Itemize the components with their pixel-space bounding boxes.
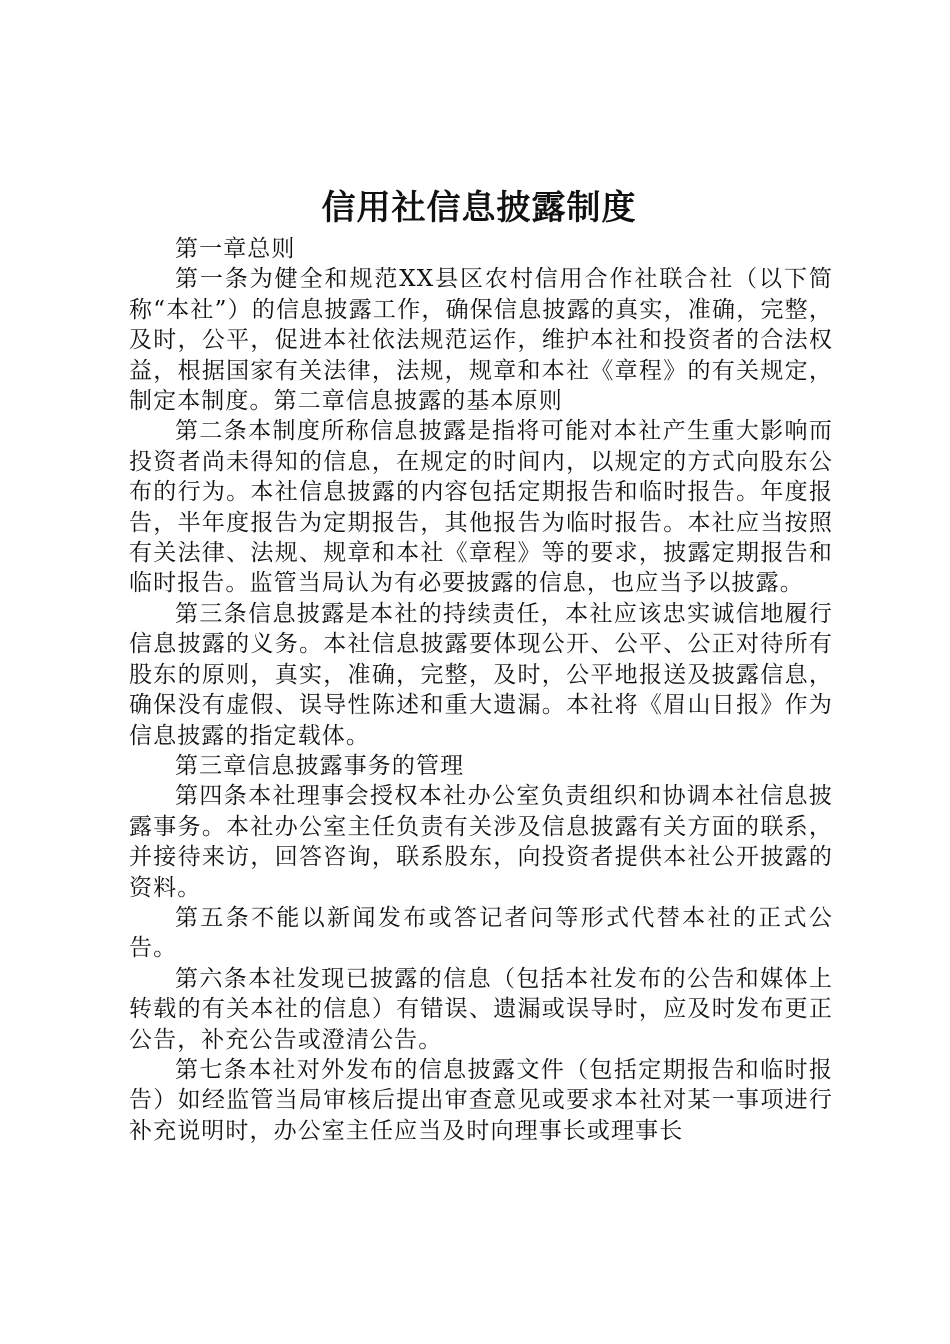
document-title: 信用社信息披露制度 xyxy=(321,188,637,228)
article-5-paragraph: 第五条不能以新闻发布或答记者问等形式代替本社的正式公告。 xyxy=(129,904,833,962)
article-6-paragraph: 第六条本社发现已披露的信息（包括本社发布的公告和媒体上转载的有关本社的信息）有错误、遗漏或误导时，应及时发布更正公告，补充公告或澄清公告。 xyxy=(129,965,833,1053)
document-body xyxy=(129,234,833,1146)
article-1-paragraph: 第一条为健全和规范XX县区农村信用合作社联合社（以下简称“本社”）的信息披露工作，确保信息披露的真实，准确，完整，及时，公平，促进本社依法规范运作，维护本社和投资者的合法权益，根据国家有关法律，法规，规章和本社《章程》的有关规定，制定本制度。第二章信息披露的基本原则 xyxy=(129,266,833,415)
chapter-heading-1: 第一章总则 xyxy=(175,236,296,262)
chapter-heading-3: 第三章信息披露事务的管理 xyxy=(175,752,465,779)
article-3-paragraph: 第三条信息披露是本社的持续责任，本社应该忠实诚信地履行信息披露的义务。本社信息披露要体现公开、公平、公正对待所有股东的原则，真实，准确，完整，及时，公平地报送及披露信息，确保没有虚假、误导性陈述和重大遗漏。本社将《眉山日报》作为信息披露的指定载体。 xyxy=(129,600,833,749)
article-4-paragraph: 第四条本社理事会授权本社办公室负责组织和协调本社信息披露事务。本社办公室主任负责有关涉及信息披露有关方面的联系，并接待来访，回答咨询，联系股东，向投资者提供本社公开披露的资料。 xyxy=(129,783,833,901)
article-7-paragraph: 第七条本社对外发布的信息披露文件（包括定期报告和临时报告）如经监管当局审核后提出审查意见或要求本社对某一事项进行补充说明时，办公室主任应当及时向理事长或理事长 xyxy=(129,1056,833,1144)
article-2-paragraph: 第二条本制度所称信息披露是指将可能对本社产生重大影响而投资者尚未得知的信息，在规定的时间内，以规定的方式向股东公布的行为。本社信息披露的内容包括定期报告和临时报告。年度报告，半年度报告为定期报告，其他报告为临时报告。本社应当按照有关法律、法规、规章和本社《章程》等的要求，披露定期报告和临时报告。监管当局认为有必要披露的信息，也应当予以披露。 xyxy=(129,418,833,597)
